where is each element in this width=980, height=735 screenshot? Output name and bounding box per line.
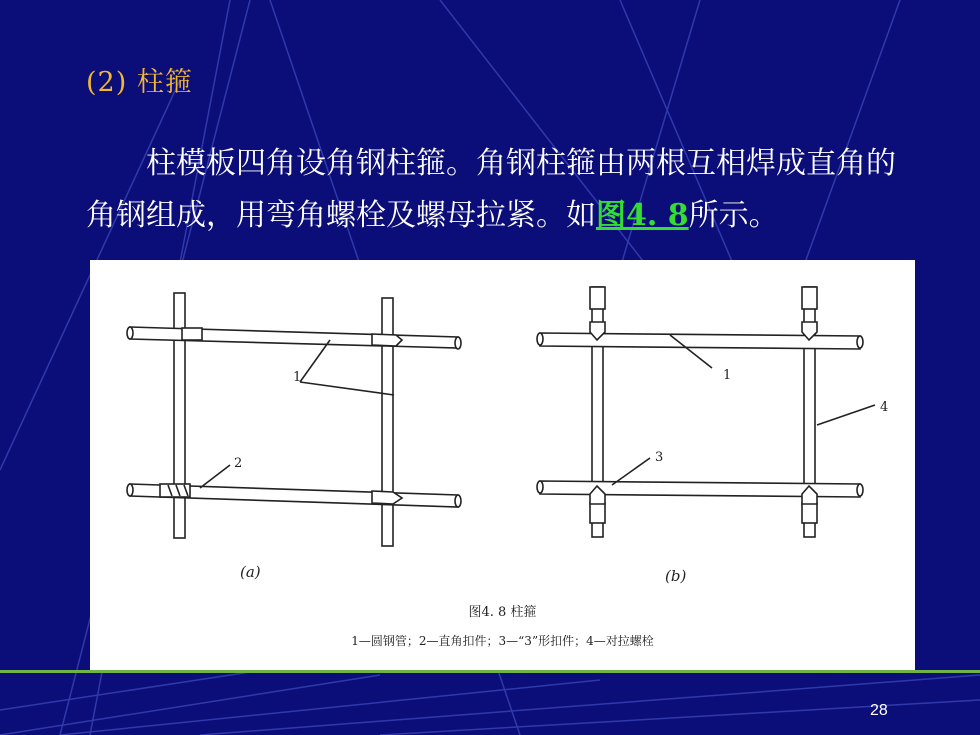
figure-panel <box>90 260 915 670</box>
figure-link[interactable]: 图4. 8 <box>596 198 689 233</box>
body-paragraph <box>86 138 916 242</box>
callout-4-b: 4 <box>880 400 889 415</box>
section-heading: (2) 柱箍 <box>86 67 193 98</box>
callout-1-a: 1 <box>293 370 302 385</box>
paragraph-tail: 所示。 <box>688 198 779 233</box>
paragraph-text: 柱模板四角设角钢柱箍。角钢柱箍由两根互相焊成直角的角钢组成，用弯角螺栓及螺母拉紧。如 <box>86 146 896 233</box>
page-number: 28 <box>870 702 888 719</box>
figure-legend: 1—圆钢管；2—直角扣件；3—“3”形扣件；4—对拉螺栓 <box>351 634 654 648</box>
callout-3-b: 3 <box>655 450 664 465</box>
footer-divider <box>0 670 980 673</box>
subfigure-label-b: (b) <box>665 567 687 585</box>
callout-1-b: 1 <box>723 368 732 383</box>
callout-2-a: 2 <box>234 456 243 471</box>
figure-title: 图4. 8 柱箍 <box>468 605 537 620</box>
subfigure-label-a: (a) <box>240 563 261 581</box>
